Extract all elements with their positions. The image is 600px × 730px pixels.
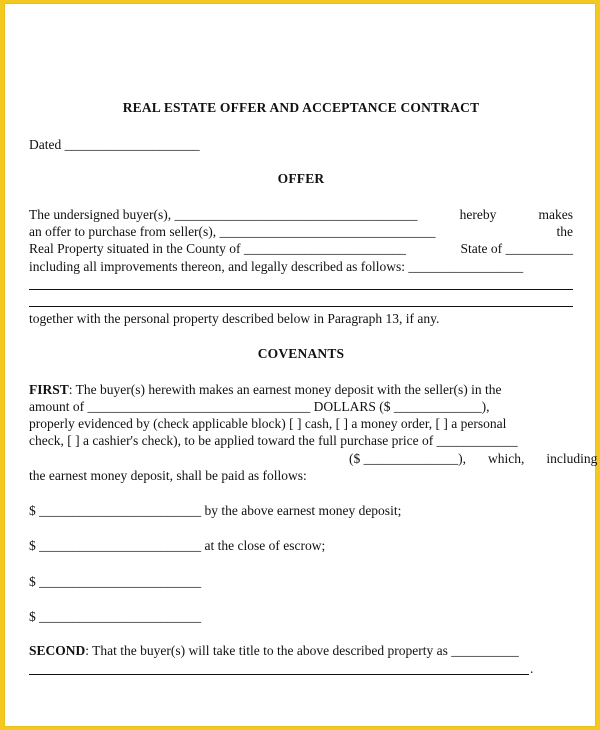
second-tail: . xyxy=(530,661,534,676)
first-label: FIRST xyxy=(29,382,69,397)
offer-line-1: The undersigned buyer(s), ____________________________________ hereby makes xyxy=(29,207,573,222)
payment-line-3: $ ________________________ xyxy=(29,574,202,589)
offer-line-2: an offer to purchase from seller(s), ________________________________ the xyxy=(29,224,573,239)
payment-line-4: $ ________________________ xyxy=(29,609,202,624)
first-line-5-start xyxy=(29,450,359,467)
first-line-5: ($ ______________), which, including xyxy=(349,451,598,466)
first-line-1: FIRST: The buyer(s) herewith makes an earnest money deposit with the seller(s) in the xyxy=(29,382,502,397)
offer-heading: OFFER xyxy=(277,171,325,186)
first-line-4: check, [ ] a cashier's check), to be applied toward the full purchase price of ____________ xyxy=(29,433,518,448)
payment-line-1: $ ________________________ by the above earnest money deposit; xyxy=(29,503,402,518)
blank-rule xyxy=(29,289,573,290)
covenants-heading: COVENANTS xyxy=(257,346,345,361)
second-line: SECOND: That the buyer(s) will take title to the above described property as __________ xyxy=(29,643,519,658)
second-label: SECOND xyxy=(29,643,86,658)
dated-line: Dated ____________________ xyxy=(29,137,200,152)
offer-line-3: Real Property situated in the County of ________________________ State of __________ xyxy=(29,241,573,256)
blank-rule xyxy=(29,306,573,307)
document-page xyxy=(5,4,598,726)
second-rule xyxy=(29,674,529,675)
offer-closing: together with the personal property described below in Paragraph 13, if any. xyxy=(29,311,440,326)
offer-line-4: including all improvements thereon, and legally described as follows: _________________ xyxy=(29,259,524,274)
first-line-3: properly evidenced by (check applicable block) [ ] cash, [ ] a money order, [ ] a personal xyxy=(29,416,507,431)
document-title: REAL ESTATE OFFER AND ACCEPTANCE CONTRACT xyxy=(122,100,480,115)
payment-line-2: $ ________________________ at the close of escrow; xyxy=(29,538,326,553)
first-line-6: the earnest money deposit, shall be paid as follows: xyxy=(29,468,307,483)
first-line-2: amount of _________________________________ DOLLARS ($ _____________), xyxy=(29,399,490,414)
